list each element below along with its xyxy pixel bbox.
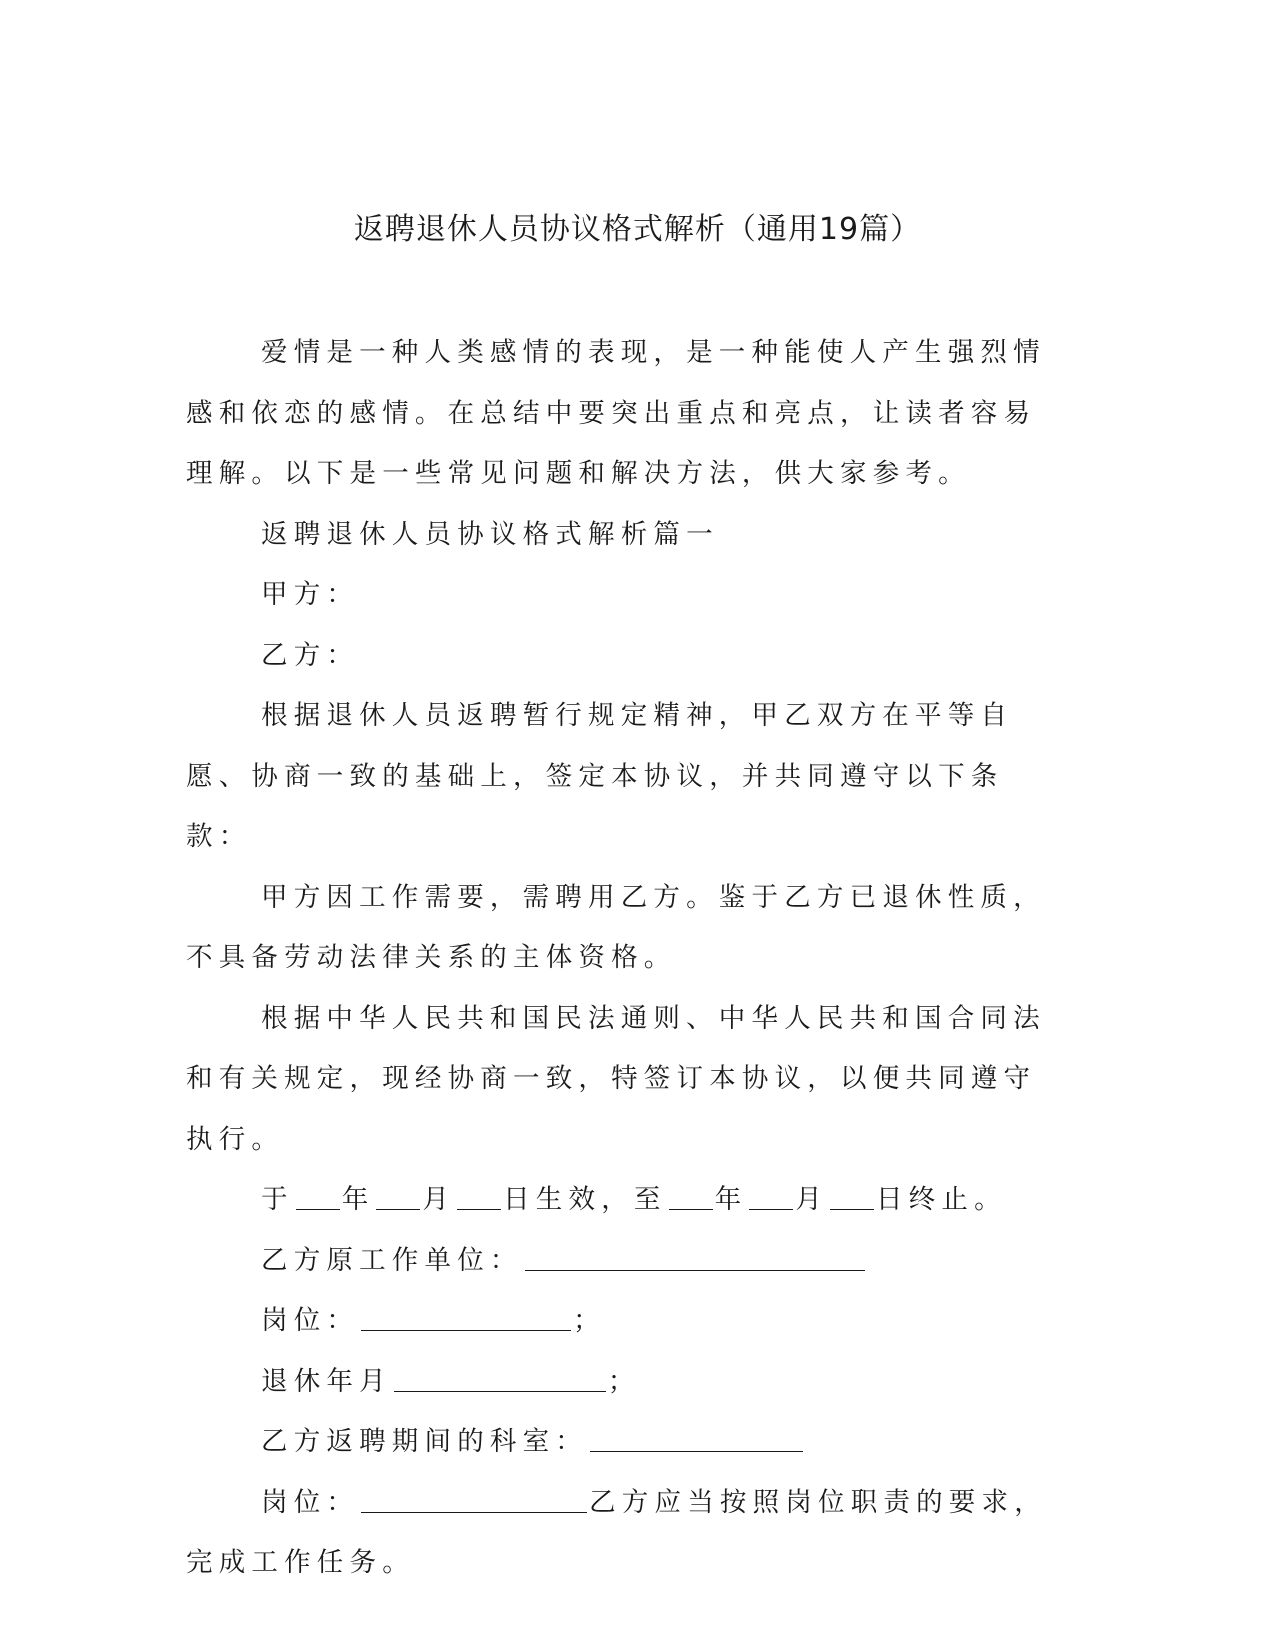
dept-label: 乙方返聘期间的科室： [261, 1426, 588, 1457]
party-b-line: 乙方： [261, 639, 360, 671]
document-body [186, 323, 1066, 1594]
term-year-2: 年 [714, 1184, 748, 1215]
intro-paragraph: 爱情是一种人类感情的表现，是一种能使人产生强烈情感和依恋的感情。在总结中要突出重点和亮点，让读者容易理解。以下是一些常见问题和解决方法，供大家参考。 [186, 337, 1046, 489]
clause-paragraph-2: 甲方因工作需要，需聘用乙方。鉴于乙方已退休性质，不具备劳动法律关系的主体资格。 [186, 881, 1046, 973]
term-day-1: 日生效，至 [503, 1184, 667, 1215]
position-line [186, 1291, 1066, 1352]
section-heading: 返聘退休人员协议格式解析篇一 [261, 518, 719, 550]
party-a-line: 甲方： [261, 579, 360, 610]
retire-label: 退休年月 [261, 1365, 392, 1397]
position2-paragraph [186, 1473, 1066, 1594]
position-suffix: ； [573, 1305, 606, 1336]
retire-suffix: ； [607, 1365, 641, 1397]
blank-dept [590, 1421, 803, 1452]
term-year-1: 年 [341, 1184, 375, 1215]
original-unit-label: 乙方原工作单位： [261, 1244, 523, 1276]
position2-text: 乙方应当按照岗位职责的要求，完成工作任务。 [186, 1486, 1047, 1578]
retire-line [186, 1352, 1066, 1413]
blank-position [361, 1300, 571, 1331]
term-month-1: 月 [422, 1184, 456, 1215]
term-prefix: 于 [261, 1184, 294, 1215]
dept-line [186, 1412, 1066, 1473]
position2-label: 岗位： [261, 1486, 360, 1518]
blank-retire-date [394, 1361, 606, 1392]
term-line [186, 1170, 1066, 1231]
clause-paragraph-1: 根据退休人员返聘暂行规定精神，甲乙双方在平等自愿、协商一致的基础上，签定本协议，并共同遵守以下条款： [186, 700, 1014, 852]
blank-start-day [457, 1179, 501, 1210]
term-month-2: 月 [795, 1184, 829, 1215]
blank-start-month [376, 1179, 420, 1210]
blank-end-month [749, 1179, 793, 1210]
original-unit-line [186, 1231, 1066, 1292]
term-day-2: 日终止。 [876, 1184, 1007, 1215]
position-label: 岗位： [261, 1305, 360, 1336]
blank-end-year [669, 1179, 713, 1210]
blank-original-unit [525, 1240, 865, 1271]
blank-end-day [830, 1179, 874, 1210]
blank-start-year [296, 1179, 340, 1210]
document-title: 返聘退休人员协议格式解析（通用19篇） [353, 212, 922, 247]
blank-position2 [361, 1482, 587, 1513]
clause-paragraph-3: 根据中华人民共和国民法通则、中华人民共和国合同法和有关规定，现经协商一致，特签订本协议，以便共同遵守执行。 [186, 1002, 1046, 1155]
